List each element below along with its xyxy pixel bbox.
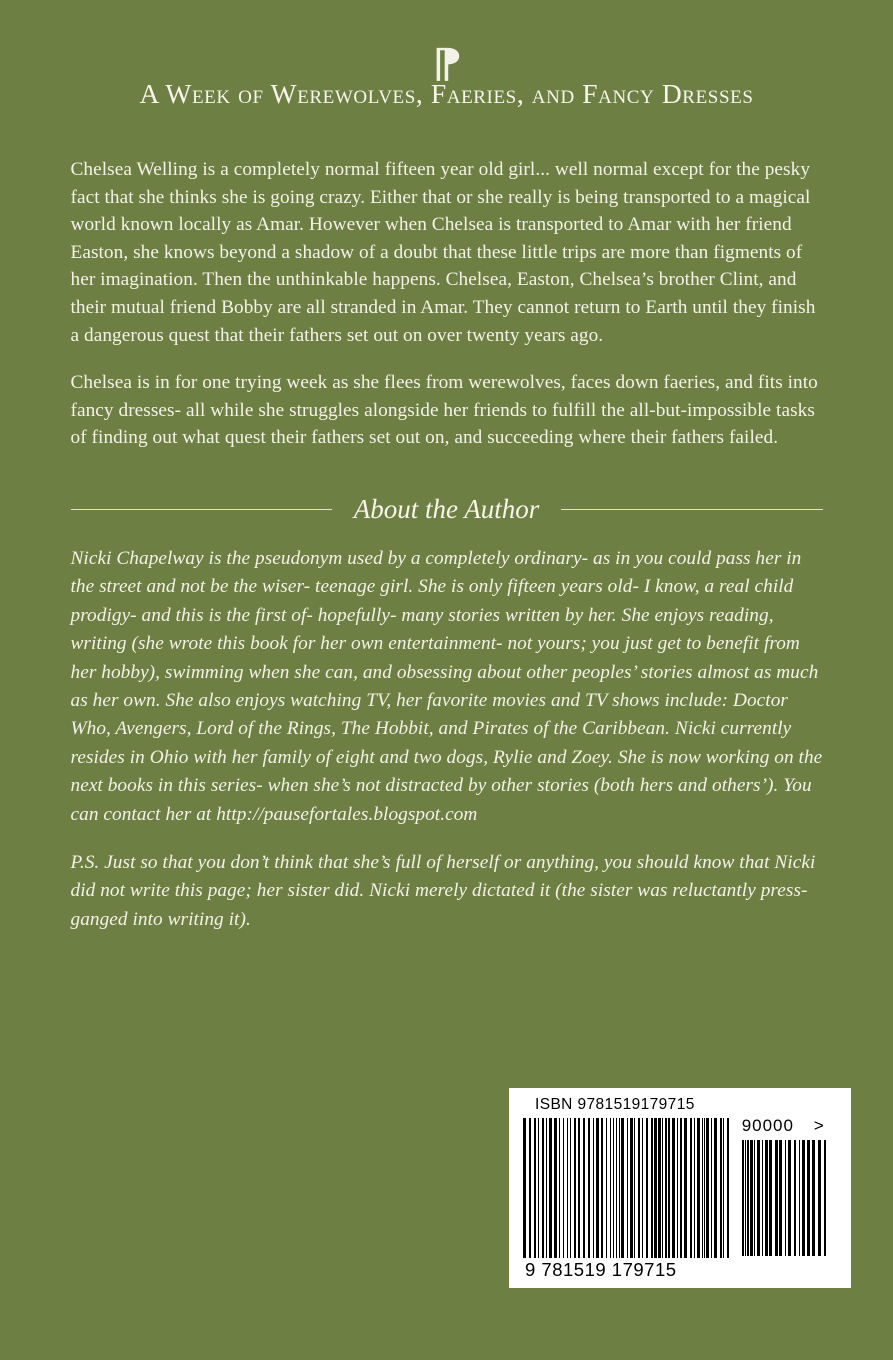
barcode-bar [529,1118,531,1258]
barcode-bar [779,1140,782,1256]
isbn-label: ISBN 9781519179715 [535,1096,695,1113]
barcode-bar [567,1118,568,1258]
price-arrow-glyph: > [813,1116,825,1135]
barcode-bar [616,1118,617,1258]
barcode-bar [684,1118,687,1258]
barcode-bar [747,1140,749,1256]
barcode-bar [642,1118,643,1258]
divider-right [561,509,822,510]
barcode-bar [714,1118,717,1258]
barcode-bar [651,1118,653,1258]
barcode-bar [588,1118,590,1258]
barcode-bar [549,1118,552,1258]
barcode-bar [745,1140,746,1256]
barcode-bar [711,1118,712,1258]
barcode-bar [775,1140,778,1256]
barcode-bars-row [517,1118,843,1258]
barcode-bar [750,1140,753,1256]
ornament-container [0,0,893,86]
ean5-addon-barcode [742,1140,830,1256]
barcode-bar [596,1118,599,1258]
blurb-paragraph: Chelsea Welling is a completely normal fifteen year old girl... well normal except for the pesky fact that she thinks she is going crazy. Either that or she really is being transported to a magical world known locally as Amar. However when Chelsea is transported to Amar with her friend Easton, she knows beyond a shadow of a doubt that these little trips are more than figments of her imagination. Then the unthinkable happens. Chelsea, Easton, Chelsea’s brother Clint, and their mutual friend Bobby are all stranded in Amar. They cannot return to Earth until they finish a dangerous quest that their fathers set out on over twenty years ago. [70,159,816,346]
barcode-bar [720,1118,722,1258]
barcode-bar [646,1118,648,1258]
barcode-bar [765,1140,768,1256]
barcode-bar [634,1118,635,1258]
fleuron-ornament-icon: ⁋ [430,41,463,86]
barcode-bar [706,1118,709,1258]
barcode-bar [802,1140,805,1256]
barcode-bar [694,1118,695,1258]
barcode-bar [654,1118,657,1258]
about-the-author-heading [71,452,823,523]
divider-left [71,509,332,510]
barcode-bar [677,1118,678,1258]
barcode-bar [794,1140,796,1256]
barcode-bar [818,1140,821,1256]
barcode-bar [769,1140,772,1256]
barcode-bar [583,1118,585,1258]
barcode-bar [757,1140,760,1256]
barcode-bar [570,1118,571,1258]
barcode-bar [630,1118,633,1258]
author-bio-paragraph: Nicki Chapelway is the pseudonym used by a completely ordinary- as in you could pass her in the street and not be the wiser- teenage girl. She is only fifteen years old- I know, a real child prodigy- and this is the first of- hopefully- many stories written by her. She enjoys reading, writing (she wrote this book for her own entertainment- not yours; you just get to benefit from her hobby), swimming when she can, and obsessing about other peoples’ stories almost as much as her own. She also enjoys watching TV, her favorite movies and TV shows include: Doctor Who, Avengers, Lord of the Rings, The Hobbit, and Pirates of the Caribbean. Nicki currently resides in Ohio with her family of eight and two dogs, Rylie and Zoey. She is now working on the next books in this series- when she’s not distracted by other stories (both hers and others’). You can contact her at http://pausefortales.blogspot.com [70,547,823,825]
barcode-bar [824,1140,826,1256]
barcode-bar [754,1140,755,1256]
barcode-bar [638,1118,640,1258]
barcode-bar [534,1118,536,1258]
barcode-bar [627,1118,628,1258]
author-bio-postscript: P.S. Just so that you don’t think that she’s full of herself or anything, you should know that Nicki did not write this page; her sister did. Nicki merely dictated it (the sister was reluctantly press-ganged into writing it). [70,852,816,930]
barcode-block [509,1088,851,1288]
book-title: A Week of Werewolves, Faeries, and Fancy Dresses [139,78,754,109]
price-code-value: 90000 [741,1116,794,1135]
barcode-bar [742,1140,744,1256]
barcode-bar [606,1118,607,1258]
barcode-bar [542,1118,544,1258]
barcode-bar [702,1118,703,1258]
barcode-bar [799,1140,800,1256]
barcode-bar [668,1118,670,1258]
barcode-bar [690,1118,692,1258]
author-bio-section [71,523,823,934]
blurb-section [71,110,823,452]
barcode-bar [662,1118,663,1258]
barcode-bar [807,1140,810,1256]
barcode-bar [610,1118,611,1258]
barcode-bar [785,1140,786,1256]
barcode-bar [723,1118,724,1258]
price-addon-wrap [742,1118,843,1256]
barcode-bar [554,1118,557,1258]
barcode-bar [672,1118,675,1258]
barcode-bar [578,1118,580,1258]
barcode-bar [538,1118,539,1258]
barcode-bar [697,1118,700,1258]
barcode-bar [762,1140,763,1256]
barcode-bar [546,1118,547,1258]
barcode-guard-bar [727,1118,729,1258]
barcode-bar [680,1118,682,1258]
barcode-bar [619,1118,620,1258]
barcode-bar [593,1118,594,1258]
barcode-bar [665,1118,667,1258]
barcode-bar [601,1118,603,1258]
barcode-bar [788,1140,791,1256]
blurb-paragraph: Chelsea is in for one trying week as she flees from werewolves, faces down faeries, and fits into fancy dresses- all while she struggles alongside her friends to fulfill the all-but-impossible tasks of finding out what quest their fathers set out on, and succeeding where their fathers failed. [70,372,818,449]
barcode-bar [658,1118,661,1258]
ean13-barcode [523,1118,724,1258]
barcode-bar [613,1118,614,1258]
barcode-bar [574,1118,576,1258]
barcode-bar [621,1118,624,1258]
barcode-bar [704,1118,705,1258]
barcode-human-digits: 9 781519 179715 [525,1259,677,1280]
barcode-bar [563,1118,564,1258]
barcode-bar [559,1118,560,1258]
barcode-guard-bar [523,1118,525,1258]
barcode-bar [812,1140,815,1256]
about-the-author-label: About the Author [353,493,540,524]
price-code-label [742,1116,843,1136]
